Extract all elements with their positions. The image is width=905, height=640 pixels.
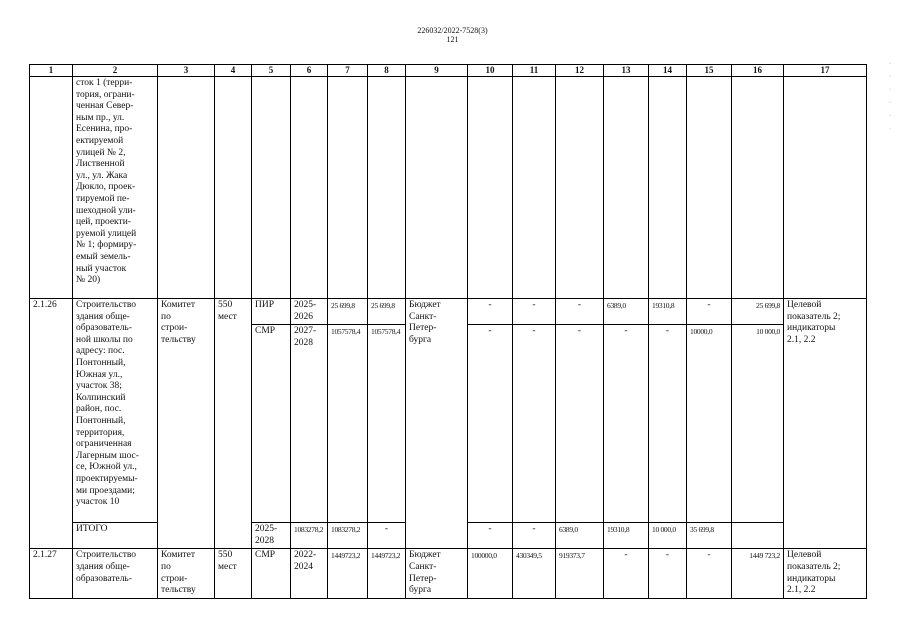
customer: Комитет по строи- тельству: [158, 299, 215, 549]
year-value: -: [556, 325, 604, 523]
year-value: -: [468, 299, 513, 325]
col-number: 4: [215, 65, 252, 77]
col-number: 6: [291, 65, 328, 77]
col-number: 15: [687, 65, 732, 77]
year-value: -: [649, 549, 687, 599]
year-value: -: [368, 523, 406, 549]
years: 2025- 2026: [291, 299, 328, 325]
col-number: 12: [556, 65, 604, 77]
year-value: 19310,8: [649, 299, 687, 325]
capacity: 550 мест: [215, 299, 252, 549]
indicator: Целевой показатель 2; индикаторы 2.1, 2.2: [784, 549, 867, 599]
capacity: 550 мест: [215, 549, 252, 599]
work-type: СМР: [252, 325, 291, 523]
year-value: -: [604, 549, 649, 599]
col-number: 7: [328, 65, 368, 77]
document-number: 226032/2022-7528(3): [417, 26, 488, 35]
year-value: -: [687, 299, 732, 325]
table-row: [30, 299, 867, 325]
table-row: [30, 77, 867, 299]
column-number-row: [30, 65, 867, 77]
col-number: 8: [368, 65, 406, 77]
object-name: Строительство здания обще- образователь-: [73, 549, 158, 599]
years: 2025- 2028: [252, 523, 291, 549]
cost-remaining: 1083278,2: [328, 523, 368, 549]
years: 2027- 2028: [291, 325, 328, 523]
year-total: 35 699,8: [687, 523, 732, 549]
year-value: -: [513, 299, 556, 325]
year-value: 6389,0: [556, 523, 604, 549]
year-value: -: [556, 299, 604, 325]
year-total: 1449 723,2: [732, 549, 784, 599]
cost-total: 25 699,8: [328, 299, 368, 325]
col-number: 16: [732, 65, 784, 77]
col-number: 3: [158, 65, 215, 77]
object-name-continued: сток 1 (терри- тория, ограни- ченная Север- ным пр., ул. Есенина, про- ектируемой улицей № 2, Лиственной ул., ул. Жака Дюкло, проек- тируемой пе- шеходной ули- цей, проекти- руемой улицей № 1; формиру- емый земель- ный участок № 20): [73, 77, 158, 299]
item-number: 2.1.27: [30, 549, 73, 599]
year-value: -: [513, 325, 556, 523]
year-value: -: [604, 325, 649, 523]
year-value: 100000,0: [468, 549, 513, 599]
year-value: 19310,8: [604, 523, 649, 549]
cost-remaining: 1449723,2: [368, 549, 406, 599]
year-value: 6389,0: [604, 299, 649, 325]
work-type: ПИР: [252, 299, 291, 325]
item-number: 2.1.26: [30, 299, 73, 549]
year-value: -: [513, 523, 556, 549]
object-name: Строительство здания обще- образователь- ной школы по адресу: пос. Понтонный, Южная ул., участок 38; Колпинский район, пос. Понтонный, территория, ограниченная Лагерным шос- се, Южной ул., проектируемы- ми проездами; участок 10: [73, 299, 158, 523]
col-number: 9: [406, 65, 468, 77]
col-number: 14: [649, 65, 687, 77]
col-number: 10: [468, 65, 513, 77]
year-value: -: [687, 549, 732, 599]
year-value: 10000,0: [687, 325, 732, 523]
work-type: СМР: [252, 549, 291, 599]
cost-remaining: 25 699,8: [368, 299, 406, 325]
customer: Комитет по строи- тельству: [158, 549, 215, 599]
year-value: -: [649, 325, 687, 523]
total-label: ИТОГО: [73, 523, 252, 549]
col-number: 2: [73, 65, 158, 77]
table-row: [30, 549, 867, 599]
funding-source: Бюджет Санкт- Петер- бурга: [406, 549, 468, 599]
cost-total: 1449723,2: [328, 549, 368, 599]
year-value: 430349,5: [513, 549, 556, 599]
scan-margin-marks: · · · · · ·: [889, 61, 891, 132]
col-number: 5: [252, 65, 291, 77]
year-value: -: [468, 523, 513, 549]
col-number: 1: [30, 65, 73, 77]
col-number: 11: [513, 65, 556, 77]
page-number: 121: [446, 35, 459, 44]
cost-remaining: 1057578,4: [368, 325, 406, 523]
year-total: 10 000,0: [732, 325, 784, 523]
year-value: 10 000,0: [649, 523, 687, 549]
cost-total: 1057578,4: [328, 325, 368, 523]
col-number: 17: [784, 65, 867, 77]
program-table: [29, 64, 867, 599]
funding-source: Бюджет Санкт- Петер- бурга: [406, 299, 468, 549]
cost-total: 1083278,2: [291, 523, 328, 549]
years: 2022- 2024: [291, 549, 328, 599]
year-value: 919373,7: [556, 549, 604, 599]
year-value: -: [468, 325, 513, 523]
col-number: 13: [604, 65, 649, 77]
year-total: 25 699,8: [732, 299, 784, 325]
indicator: Целевой показатель 2; индикаторы 2.1, 2.2: [784, 299, 867, 549]
